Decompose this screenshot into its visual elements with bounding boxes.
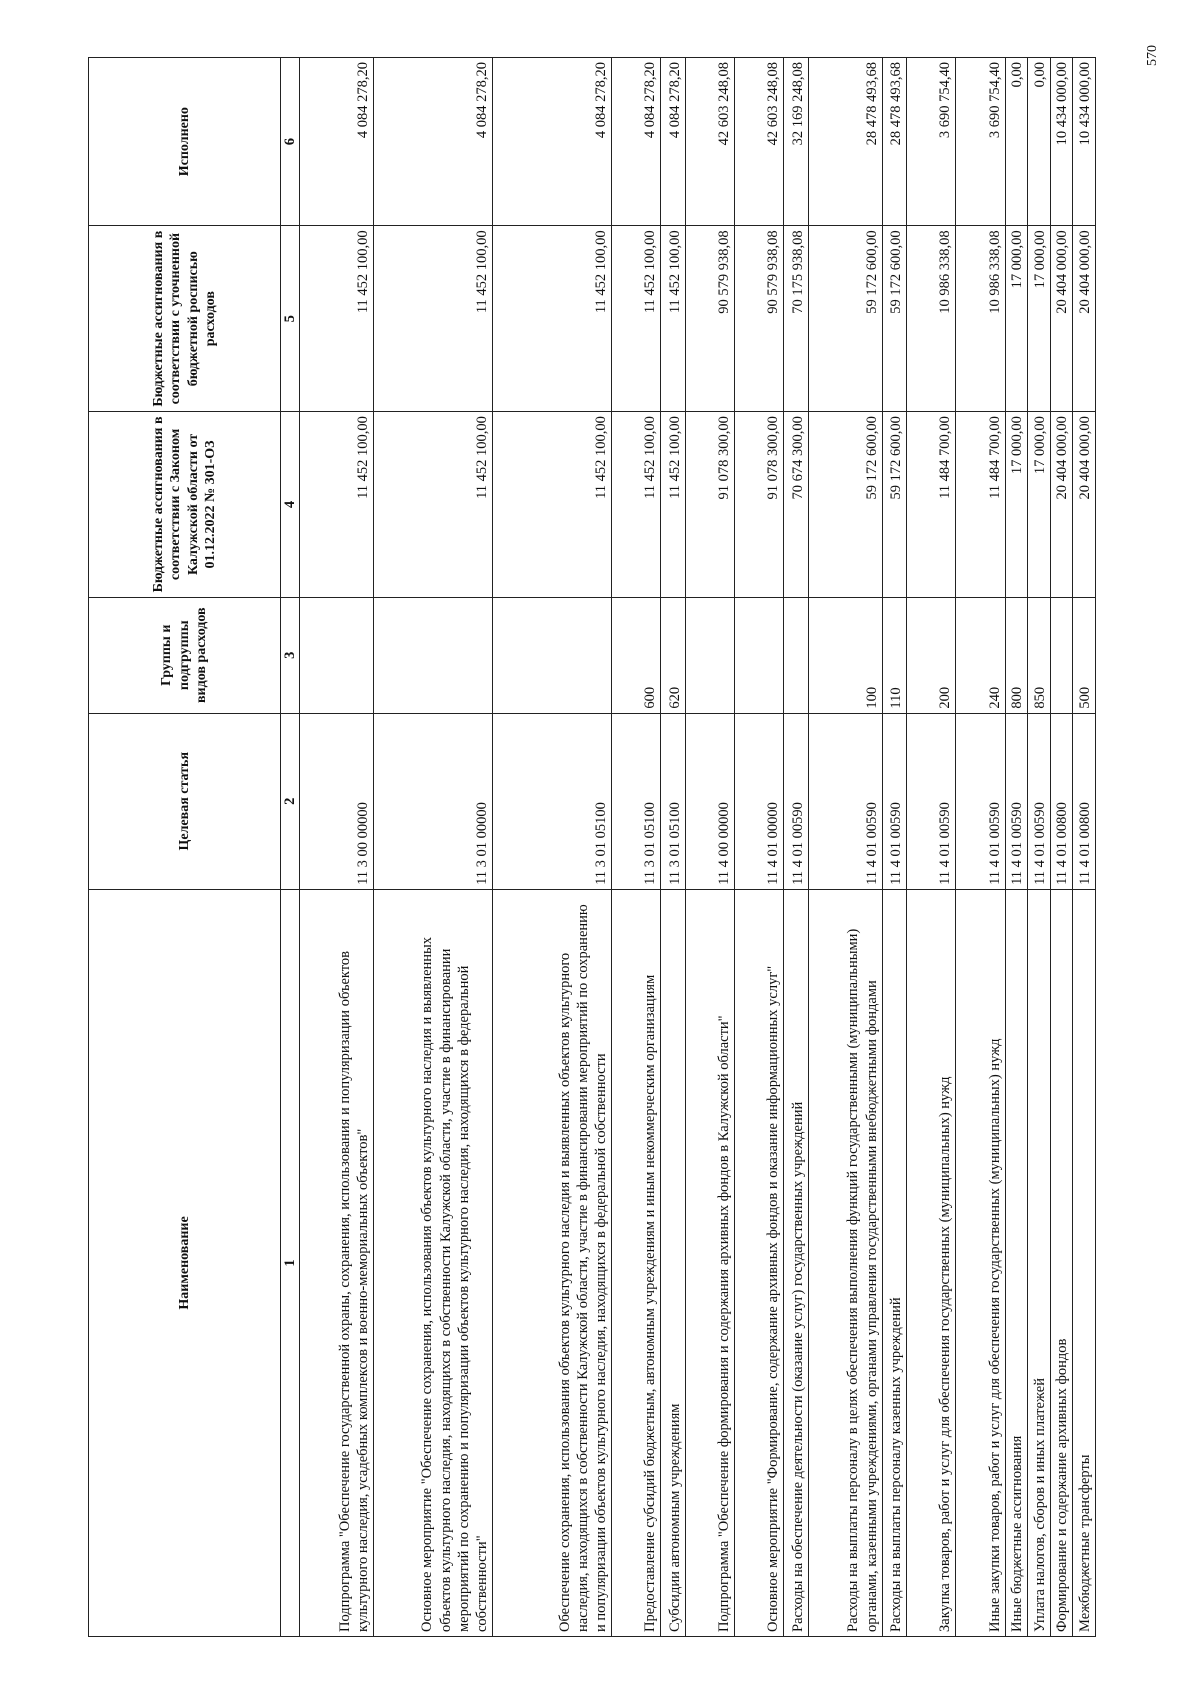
row-done: 4 084 278,20 [661, 58, 686, 226]
row-law: 20 404 000,00 [1050, 412, 1073, 598]
header-law: Бюджетные ассигнования в соответствии с Законом Калужской области от 01.12.2022 № 301-ОЗ [89, 412, 281, 598]
row-code: 11 4 01 00590 [1028, 713, 1051, 889]
column-number: 5 [281, 226, 300, 412]
row-name: Уплата налогов, сборов и иных платежей [1028, 889, 1051, 1636]
row-law: 91 078 300,00 [685, 412, 734, 598]
row-code: 11 3 00 00000 [300, 713, 374, 889]
row-done: 4 084 278,20 [611, 58, 660, 226]
table-row [734, 58, 783, 1637]
row-done: 3 690 754,40 [907, 58, 956, 226]
row-done: 10 434 000,00 [1050, 58, 1073, 226]
row-group [373, 597, 492, 713]
column-number: 3 [281, 597, 300, 713]
row-plan: 11 452 100,00 [373, 226, 492, 412]
row-code: 11 4 01 00590 [882, 713, 907, 889]
row-group: 600 [611, 597, 660, 713]
row-group: 850 [1028, 597, 1051, 713]
table-row [1073, 58, 1096, 1637]
table-row [784, 58, 809, 1637]
column-number: 4 [281, 412, 300, 598]
row-code: 11 4 01 00590 [808, 713, 882, 889]
column-number: 6 [281, 58, 300, 226]
row-group: 110 [882, 597, 907, 713]
row-law: 11 452 100,00 [661, 412, 686, 598]
row-plan: 20 404 000,00 [1050, 226, 1073, 412]
row-group: 240 [956, 597, 1005, 713]
header-group: Группы и подгруппы видов расходов [89, 597, 281, 713]
table-row [1028, 58, 1051, 1637]
row-done: 0,00 [1028, 58, 1051, 226]
row-plan: 11 452 100,00 [661, 226, 686, 412]
row-name: Обеспечение сохранения, использования объектов культурного наследия и выявленных объектов культурного наследия, находящихся в собственности Калужской области, участие в финансировании мероприятий по сохранению и популяризации объектов культурного наследия, находящихся в федеральной собственности [492, 889, 611, 1636]
row-group [784, 597, 809, 713]
row-plan: 11 452 100,00 [492, 226, 611, 412]
row-group: 800 [1005, 597, 1028, 713]
column-number: 1 [281, 889, 300, 1636]
row-law: 20 404 000,00 [1073, 412, 1096, 598]
table-row [300, 58, 374, 1637]
row-group: 100 [808, 597, 882, 713]
rotated-page-content [88, 57, 1096, 1637]
row-group [685, 597, 734, 713]
row-name: Расходы на обеспечение деятельности (оказание услуг) государственных учреждений [784, 889, 809, 1636]
row-law: 11 452 100,00 [300, 412, 374, 598]
row-law: 91 078 300,00 [734, 412, 783, 598]
row-plan: 10 986 338,08 [907, 226, 956, 412]
row-plan: 90 579 938,08 [685, 226, 734, 412]
row-code: 11 3 01 05100 [492, 713, 611, 889]
row-plan: 90 579 938,08 [734, 226, 783, 412]
row-done: 10 434 000,00 [1073, 58, 1096, 226]
row-group [300, 597, 374, 713]
row-code: 11 3 01 05100 [661, 713, 686, 889]
table-row [907, 58, 956, 1637]
row-plan: 59 172 600,00 [808, 226, 882, 412]
table-row [611, 58, 660, 1637]
row-name: Подпрограмма "Обеспечение государственной охраны, сохранения, использования и популяризации объектов культурного наследия, усадебных комплексов и военно-мемориальных объектов" [300, 889, 374, 1636]
row-code: 11 4 01 00000 [734, 713, 783, 889]
row-code: 11 4 01 00800 [1073, 713, 1096, 889]
row-plan: 17 000,00 [1028, 226, 1051, 412]
row-law: 11 452 100,00 [611, 412, 660, 598]
row-law: 59 172 600,00 [808, 412, 882, 598]
row-law: 70 674 300,00 [784, 412, 809, 598]
row-name: Подпрограмма "Обеспечение формирования и содержания архивных фондов в Калужской области" [685, 889, 734, 1636]
row-plan: 11 452 100,00 [300, 226, 374, 412]
row-law: 11 452 100,00 [492, 412, 611, 598]
row-code: 11 4 01 00800 [1050, 713, 1073, 889]
row-group: 200 [907, 597, 956, 713]
budget-table [88, 57, 1096, 1637]
row-code: 11 3 01 00000 [373, 713, 492, 889]
row-law: 11 452 100,00 [373, 412, 492, 598]
row-law: 17 000,00 [1005, 412, 1028, 598]
row-law: 59 172 600,00 [882, 412, 907, 598]
row-name: Иные закупки товаров, работ и услуг для обеспечения государственных (муниципальных) нужд [956, 889, 1005, 1636]
row-done: 3 690 754,40 [956, 58, 1005, 226]
row-code: 11 4 01 00590 [956, 713, 1005, 889]
table-row [1005, 58, 1028, 1637]
table-row [492, 58, 611, 1637]
row-name: Закупка товаров, работ и услуг для обеспечения государственных (муниципальных) нужд [907, 889, 956, 1636]
row-plan: 20 404 000,00 [1073, 226, 1096, 412]
row-group [492, 597, 611, 713]
header-name: Наименование [89, 889, 281, 1636]
table-row [373, 58, 492, 1637]
row-done: 28 478 493,68 [808, 58, 882, 226]
table-row [1050, 58, 1073, 1637]
row-code: 11 4 00 00000 [685, 713, 734, 889]
header-row [89, 58, 281, 1637]
column-number: 2 [281, 713, 300, 889]
row-code: 11 4 01 00590 [1005, 713, 1028, 889]
row-law: 11 484 700,00 [956, 412, 1005, 598]
table-row [808, 58, 882, 1637]
page-number: 570 [1145, 45, 1160, 66]
row-group: 620 [661, 597, 686, 713]
row-code: 11 4 01 00590 [907, 713, 956, 889]
row-law: 17 000,00 [1028, 412, 1051, 598]
header-code: Целевая статья [89, 713, 281, 889]
row-done: 42 603 248,08 [734, 58, 783, 226]
row-plan: 10 986 338,08 [956, 226, 1005, 412]
table-row [661, 58, 686, 1637]
row-name: Расходы на выплаты персоналу в целях обеспечения выполнения функций государственными (муниципальными) органами, казенными учреждениями, органами управления государственными внебюджетными фондами [808, 889, 882, 1636]
row-name: Основное мероприятие "Формирование, содержание архивных фондов и оказание информационных услуг" [734, 889, 783, 1636]
row-name: Предоставление субсидий бюджетным, автономным учреждениям и иным некоммерческим организациям [611, 889, 660, 1636]
row-plan: 70 175 938,08 [784, 226, 809, 412]
row-plan: 59 172 600,00 [882, 226, 907, 412]
row-code: 11 3 01 05100 [611, 713, 660, 889]
row-done: 4 084 278,20 [300, 58, 374, 226]
row-group [734, 597, 783, 713]
row-name: Межбюджетные трансферты [1073, 889, 1096, 1636]
row-done: 28 478 493,68 [882, 58, 907, 226]
row-law: 11 484 700,00 [907, 412, 956, 598]
row-name: Иные бюджетные ассигнования [1005, 889, 1028, 1636]
row-name: Субсидии автономным учреждениям [661, 889, 686, 1636]
header-plan: Бюджетные ассигнования в соответствии с уточненной бюджетной росписью расходов [89, 226, 281, 412]
row-group [1050, 597, 1073, 713]
row-done: 0,00 [1005, 58, 1028, 226]
row-plan: 11 452 100,00 [611, 226, 660, 412]
row-name: Основное мероприятие "Обеспечение сохранения, использования объектов культурного наследия и выявленных объектов культурного наследия, находящихся в собственности Калужской области, участие в финансировании мероприятий по сохранению и популяризации объектов культурного наследия, находящихся в федеральной собственности" [373, 889, 492, 1636]
row-group: 500 [1073, 597, 1096, 713]
row-done: 42 603 248,08 [685, 58, 734, 226]
row-name: Расходы на выплаты персоналу казенных учреждений [882, 889, 907, 1636]
row-name: Формирование и содержание архивных фондов [1050, 889, 1073, 1636]
row-plan: 17 000,00 [1005, 226, 1028, 412]
column-number-row [281, 58, 300, 1637]
table-row [685, 58, 734, 1637]
header-done: Исполнено [89, 58, 281, 226]
row-code: 11 4 01 00590 [784, 713, 809, 889]
table-row [956, 58, 1005, 1637]
table-row [882, 58, 907, 1637]
row-done: 32 169 248,08 [784, 58, 809, 226]
row-done: 4 084 278,20 [373, 58, 492, 226]
row-done: 4 084 278,20 [492, 58, 611, 226]
